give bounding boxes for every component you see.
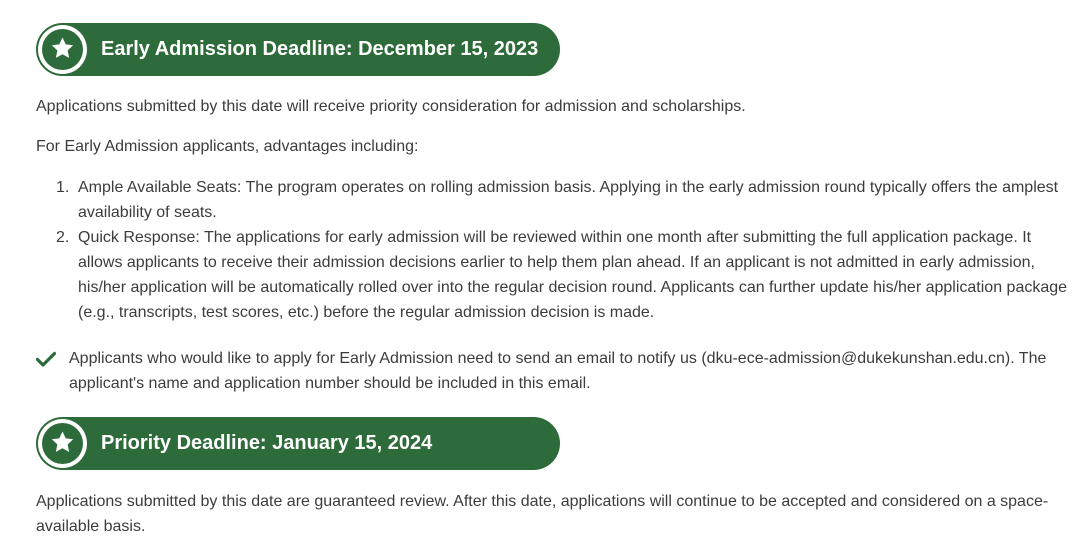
advantages-lead: For Early Admission applicants, advantages including: — [36, 138, 419, 155]
check-icon — [36, 351, 56, 367]
badge — [38, 419, 87, 468]
priority-deadline-banner — [36, 417, 560, 470]
star-icon — [49, 35, 76, 62]
list-item-text: Quick Response: The applications for early admission will be reviewed within one month after submitting the full application package. It allows applicants to receive their admission decisions earlier to help them plan ahead. If an applicant is not admitted in early admission, his/her application will be automatically rolled over into the regular decision round. Applicants can further update his/her application package (e.g., transcripts, test scores, etc.) before the regular admission decision is made. — [78, 229, 1068, 321]
list-number: 2. — [56, 229, 70, 246]
badge — [38, 25, 87, 74]
priority-deadline-intro: Applications submitted by this date are guaranteed review. After this date, applications will continue to be accepted and considered on a space-available basis. — [36, 493, 1049, 535]
star-icon — [49, 429, 76, 456]
priority-deadline-title: Priority Deadline: January 15, 2024 — [101, 432, 433, 454]
advantages-list — [56, 175, 1076, 325]
early-admission-intro: Applications submitted by this date will receive priority consideration for admission and scholarships. — [36, 98, 746, 115]
list-item — [56, 175, 1076, 225]
early-admission-notice-text: Applicants who would like to apply for Early Admission need to send an email to notify us (dku-ece-admission@dukekunshan.edu.cn). The applicant's name and application number should be included in this email. — [69, 350, 1047, 392]
list-item-text: Ample Available Seats: The program operates on rolling admission basis. Applying in the early admission round typically offers the amplest availability of seats. — [78, 179, 1059, 221]
list-number: 1. — [56, 179, 70, 196]
early-admission-title: Early Admission Deadline: December 15, 2023 — [101, 38, 539, 60]
early-admission-banner — [36, 23, 560, 76]
list-item — [56, 225, 1076, 325]
